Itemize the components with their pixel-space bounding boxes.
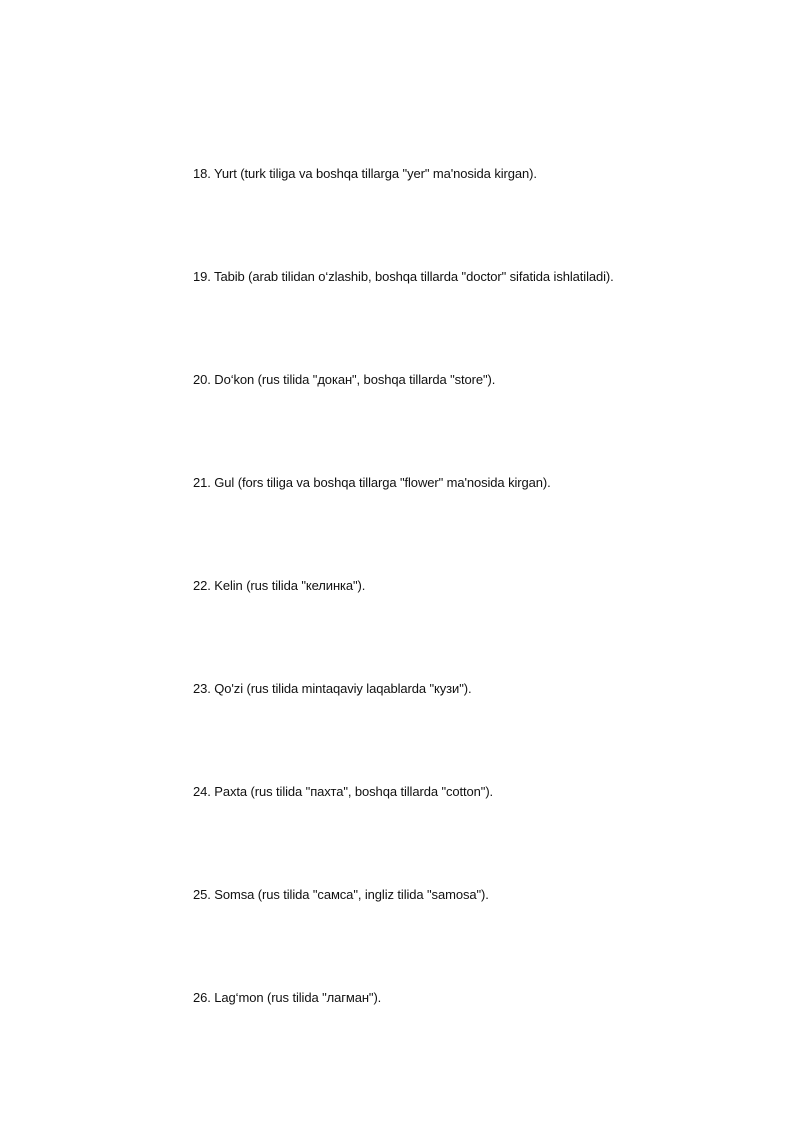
list-item: 18. Yurt (turk tiliga va boshqa tillarga "yer" ma'nosida kirgan). (193, 166, 537, 181)
list-item: 24. Paxta (rus tilida "пахта", boshqa tillarda "cotton"). (193, 784, 494, 799)
list-item: 21. Gul (fors tiliga va boshqa tillarga "flower" ma'nosida kirgan). (193, 475, 551, 490)
list-item: 19. Tabib (arab tilidan o‘zlashib, boshqa tillarda "doctor" sifatida ishlatiladi). (193, 269, 614, 284)
list-item: 20. Do‘kon (rus tilida "докан", boshqa tillarda "store"). (193, 372, 496, 387)
list-item: 23. Qo'zi (rus tilida mintaqaviy laqablarda "кузи"). (193, 681, 472, 696)
list-item: 22. Kelin (rus tilida "келинка"). (193, 578, 366, 593)
list-item: 26. Lag‘mon (rus tilida "лагман"). (193, 990, 382, 1005)
list-item: 25. Somsa (rus tilida "самса", ingliz tilida "samosa"). (193, 887, 489, 902)
